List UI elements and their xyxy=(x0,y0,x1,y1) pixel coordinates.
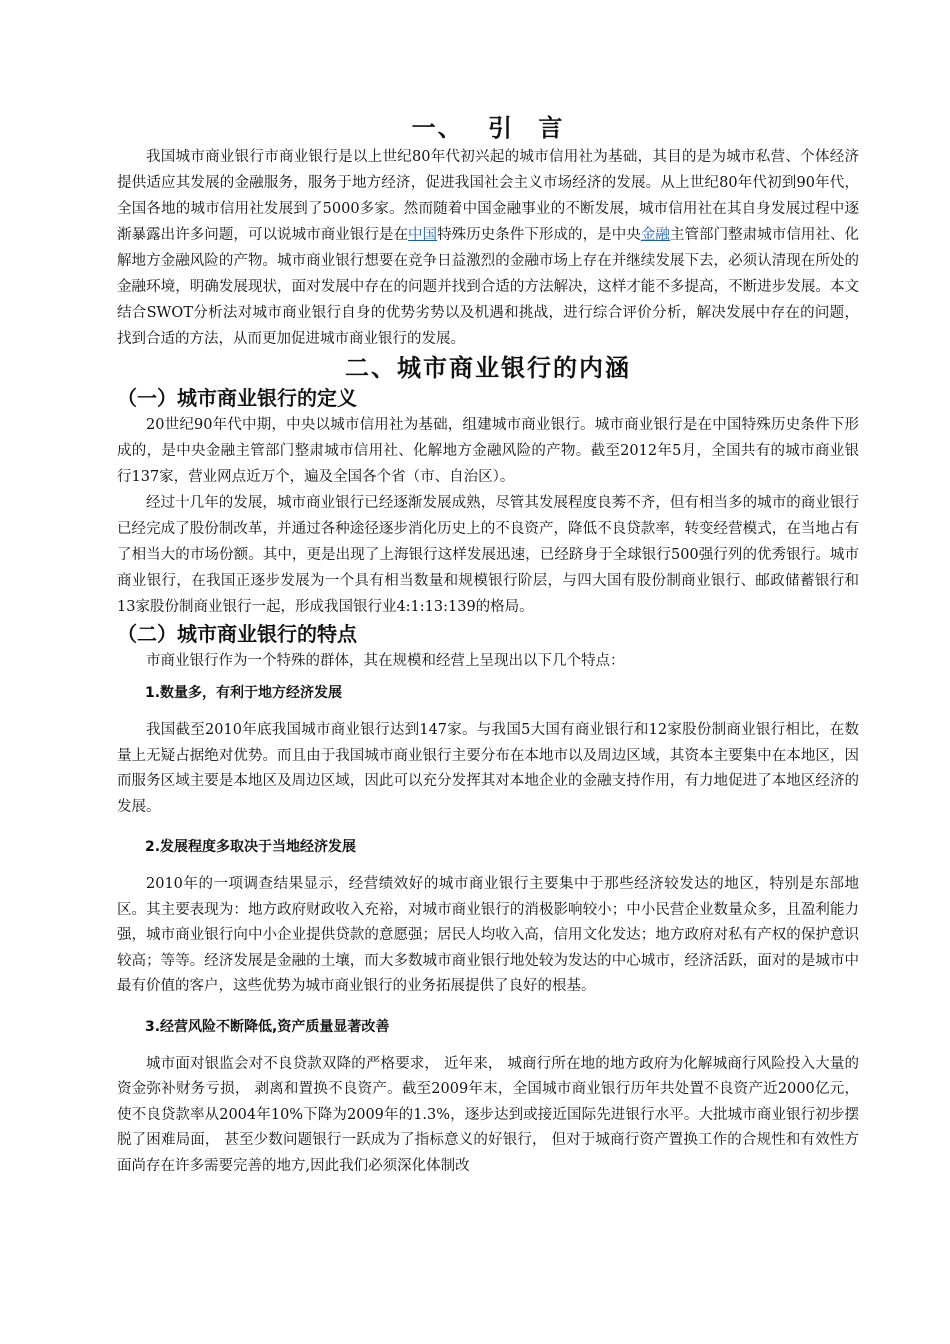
link-china[interactable]: 中国 xyxy=(408,227,438,243)
feature-text-2: 2010年的一项调查结果显示，经营绩效好的城市商业银行主要集中于那些经济较发达的地区，特别是东部地区。其主要表现为：地方政府财政收入充裕，对城市商业银行的消极影响较小；中小民营企业数量众多，且盈利能力强，城市商业银行向中小企业提供贷款的意愿强；居民人均收入高，信用文化发达；地方政府对私有产权的保护意识较高；等等。经济发展是金融的土壤，而大多数城市商业银行地处较为发达的中心城市，经济活跃，面对的是城市中最有价值的客户，这些优势为城市商业银行的业务拓展提供了良好的根基。 xyxy=(117,876,859,994)
intro-text-part1: 我国城市商业银行市商业银行是以上世纪80年代初兴起的城市信用社为基础，其目的是为城市私营、个体经济提供适应其发展的金融服务，服务于地方经济，促进我国社会主义市场经济的发展。从上世纪80年代初到90年代，全国各地的城市信用社发展到了5000多家。然而随着中国金融事业的不断发展，城市信用社在其自身发展过程中逐渐暴露出许多问题，可以说城市商业银行是在 xyxy=(117,149,859,243)
heading-introduction: 一、 引 言 xyxy=(411,114,565,142)
feature-text-1: 我国截至2010年底我国城市商业银行达到147家。与我国5大国有商业银行和12家股份制商业银行相比，在数量上无疑占据绝对优势。而且由于我国城市商业银行主要分布在本地市以及周边区域，其资本主要集中在本地区，因而服务区域主要是本地区及周边区域，因此可以充分发挥其对本地企业的金融支持作用，有力地促进了本地区经济的发展。 xyxy=(117,722,859,815)
heading-features: （二）城市商业银行的特点 xyxy=(117,622,357,646)
document-body xyxy=(117,112,859,1179)
link-finance[interactable]: 金融 xyxy=(640,227,670,243)
intro-text-part2: 特殊历史条件下形成的，是中央 xyxy=(437,227,641,243)
feature-heading-3: 3.经营风险不断降低,资产质量显著改善 xyxy=(145,1018,390,1035)
intro-paragraph xyxy=(117,144,859,352)
feature-text-3: 城市面对银监会对不良贷款双降的严格要求， 近年来， 城商行所在地的地方政府为化解城商行风险投入大量的资金弥补财务亏损， 剥离和置换不良资产。截至2009年末，全国城市商业银行历年共处置不良资产近2000亿元，使不良贷款率从2004年10%下降为2009年的1.3%，逐步达到或接近国际先进银行水平。大批城市商业银行初步摆脱了困难局面， 甚至少数问题银行一跃成为了指标意义的好银行， 但对于城商行资产置换工作的合规性和有效性方面尚存在许多需要完善的地方,因此我们必须深化体制改 xyxy=(117,1055,859,1174)
intro-text-part3: 主管部门整肃城市信用社、化解地方金融风险的产物。城市商业银行想要在竞争日益激烈的金融市场上存在并继续发展下去，必须认清现在所处的金融环境，明确发展现状，面对发展中存在的问题并找到合适的方法解决，这样才能不多提高，不断进步发展。本文结合SWOT分析法对城市商业银行自身的优势劣势以及机遇和挑战，进行综合评价分析，解决发展中存在的问题，找到合适的方法，从而更加促进城市商业银行的发展。 xyxy=(117,227,860,347)
heading-connotation: 二、城市商业银行的内涵 xyxy=(345,354,631,382)
heading-definition: （一）城市商业银行的定义 xyxy=(117,386,357,410)
feature-heading-2: 2.发展程度多取决于当地经济发展 xyxy=(145,839,357,855)
definition-paragraph-2: 经过十几年的发展，城市商业银行已经逐渐发展成熟，尽管其发展程度良莠不齐，但有相当多的城市的商业银行已经完成了股份制改革，并通过各种途径逐步消化历史上的不良资产，降低不良贷款率，转变经营模式，在当地占有了相当大的市场份额。其中，更是出现了上海银行这样发展迅速，已经跻身于全球银行500强行列的优秀银行。城市商业银行，在我国正逐步发展为一个具有相当数量和规模银行阶层，与四大国有股份制商业银行、邮政储蓄银行和13家股份制商业银行一起，形成我国银行业4:1:13:139的格局。 xyxy=(117,495,859,615)
feature-heading-1: 1.数量多，有利于地方经济发展 xyxy=(145,685,343,701)
definition-paragraph-1: 20世纪90年代中期，中央以城市信用社为基础，组建城市商业银行。城市商业银行是在中国特殊历史条件下形成的，是中央金融主管部门整肃城市信用社、化解地方金融风险的产物。截至2012年5月，全国共有的城市商业银行137家，营业网点近万个，遍及全国各个省（市、自治区）。 xyxy=(117,417,859,485)
features-intro: 市商业银行作为一个特殊的群体，其在规模和经营上呈现出以下几个特点： xyxy=(146,653,625,669)
